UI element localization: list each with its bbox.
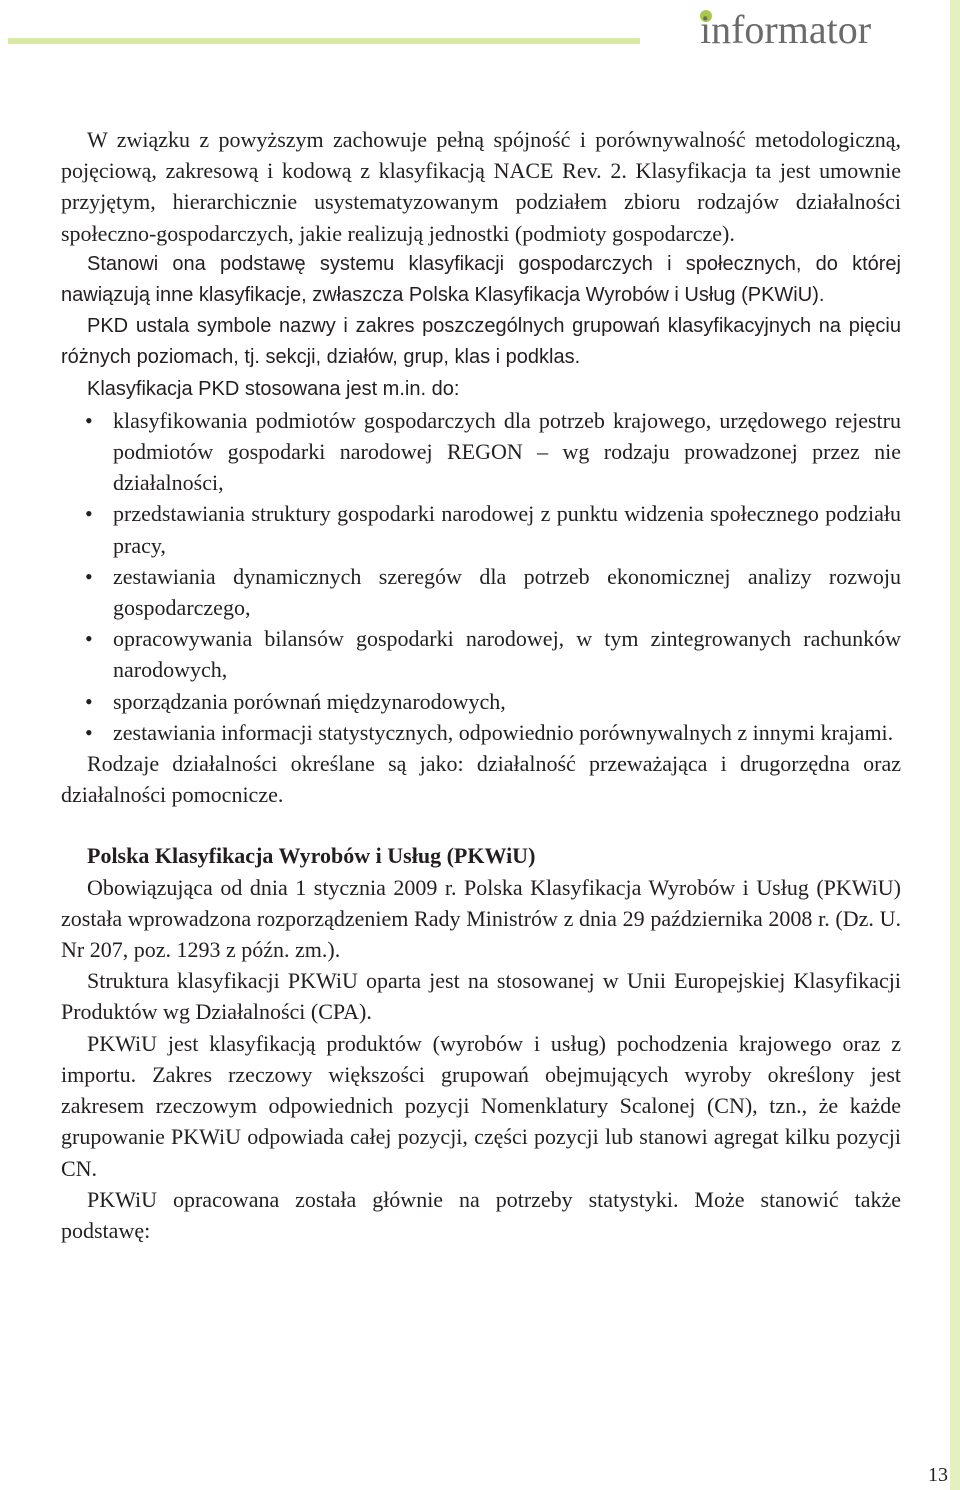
list-item: • sporządzania porównań międzynarodowych, xyxy=(113,686,901,717)
paragraph-nace: W związku z powyższym zachowuje pełną spójność i porównywalność metodologiczną, pojęciową, zakresową i kodową z klasyfikacją NACE Rev. 2. Klasyfikacja ta jest umownie przyjętym, hierarchicznie usystematyzowanym podziałem zbioru rodzajów działalności społeczno-gospodarczych, jakie realizują jednostki (podmioty gospodarcze). xyxy=(61,127,901,246)
section-spacer xyxy=(61,810,901,840)
paragraph-pkd-symbols: PKD ustala symbole nazwy i zakres poszczególnych grupowań klasyfikacyjnych na pięciu różnych poziomach, tj. sekcji, działów, grup, klas i podklas. xyxy=(61,315,901,369)
page-edge-tab xyxy=(950,0,960,1490)
paragraph-pkwiu-purpose: PKWiU opracowana została głównie na potrzeby statystyki. Może stanowić także podstawę: xyxy=(61,1186,901,1243)
article-body xyxy=(61,124,901,1246)
section-heading: Polska Klasyfikacja Wyrobów i Usług (PKWiU) xyxy=(87,843,536,869)
list-item: • zestawiania informacji statystycznych, odpowiednio porównywalnych z innymi krajami. xyxy=(113,717,901,748)
list-item: • klasyfikowania podmiotów gospodarczych dla potrzeb krajowego, urzędowego rejestru podmiotów gospodarki narodowej REGON – wg rodzaju prowadzonej przez nie działalności, xyxy=(113,405,901,499)
page-number: 13 xyxy=(928,1464,948,1486)
paragraph-pkwiu-scope: PKWiU jest klasyfikacją produktów (wyrobów i usług) pochodzenia krajowego oraz z importu. Zakres rzeczowy większości grupowań obejmujących wyroby określony jest zakresem rzeczowym odpowiednich pozycji Nomenklatury Scalonej (CN), tzn., że każde grupowanie PKWiU odpowiada całej pozycji, części pozycji lub stanowi agregat kilku pozycji CN. xyxy=(61,1030,901,1181)
paragraph-pkd-usage: Klasyfikacja PKD stosowana jest m.in. do: xyxy=(87,377,460,400)
page-header-title: informator xyxy=(700,7,872,52)
paragraph-basis: Stanowi ona podstawę systemu klasyfikacji gospodarczych i społecznych, do której nawiązują inne klasyfikacje, zwłaszcza Polska Klasyfikacja Wyrobów i Usług (PKWiU). xyxy=(61,252,901,307)
paragraph-activity-types: Rodzaje działalności określane są jako: działalność przeważająca i drugorzędna oraz działalności pomocnicze. xyxy=(61,751,901,808)
usage-list xyxy=(61,405,901,748)
paragraph-pkwiu-intro: Obowiązująca od dnia 1 stycznia 2009 r. Polska Klasyfikacja Wyrobów i Usług (PKWiU) została wprowadzona rozporządzeniem Rady Ministrów z dnia 29 października 2008 r. (Dz. U. Nr 207, poz. 1293 z późn. zm.). xyxy=(61,874,901,963)
list-item: • zestawiania dynamicznych szeregów dla potrzeb ekonomicznej analizy rozwoju gospodarczego, xyxy=(113,561,901,623)
list-item: • przedstawiania struktury gospodarki narodowej z punktu widzenia społecznego podziału pracy, xyxy=(113,498,901,560)
list-item: • opracowywania bilansów gospodarki narodowej, w tym zintegrowanych rachunków narodowych, xyxy=(113,623,901,685)
header-rule xyxy=(8,38,640,44)
paragraph-pkwiu-structure: Struktura klasyfikacji PKWiU oparta jest na stosowanej w Unii Europejskiej Klasyfikacji Produktów wg Działalności (CPA). xyxy=(61,968,901,1025)
